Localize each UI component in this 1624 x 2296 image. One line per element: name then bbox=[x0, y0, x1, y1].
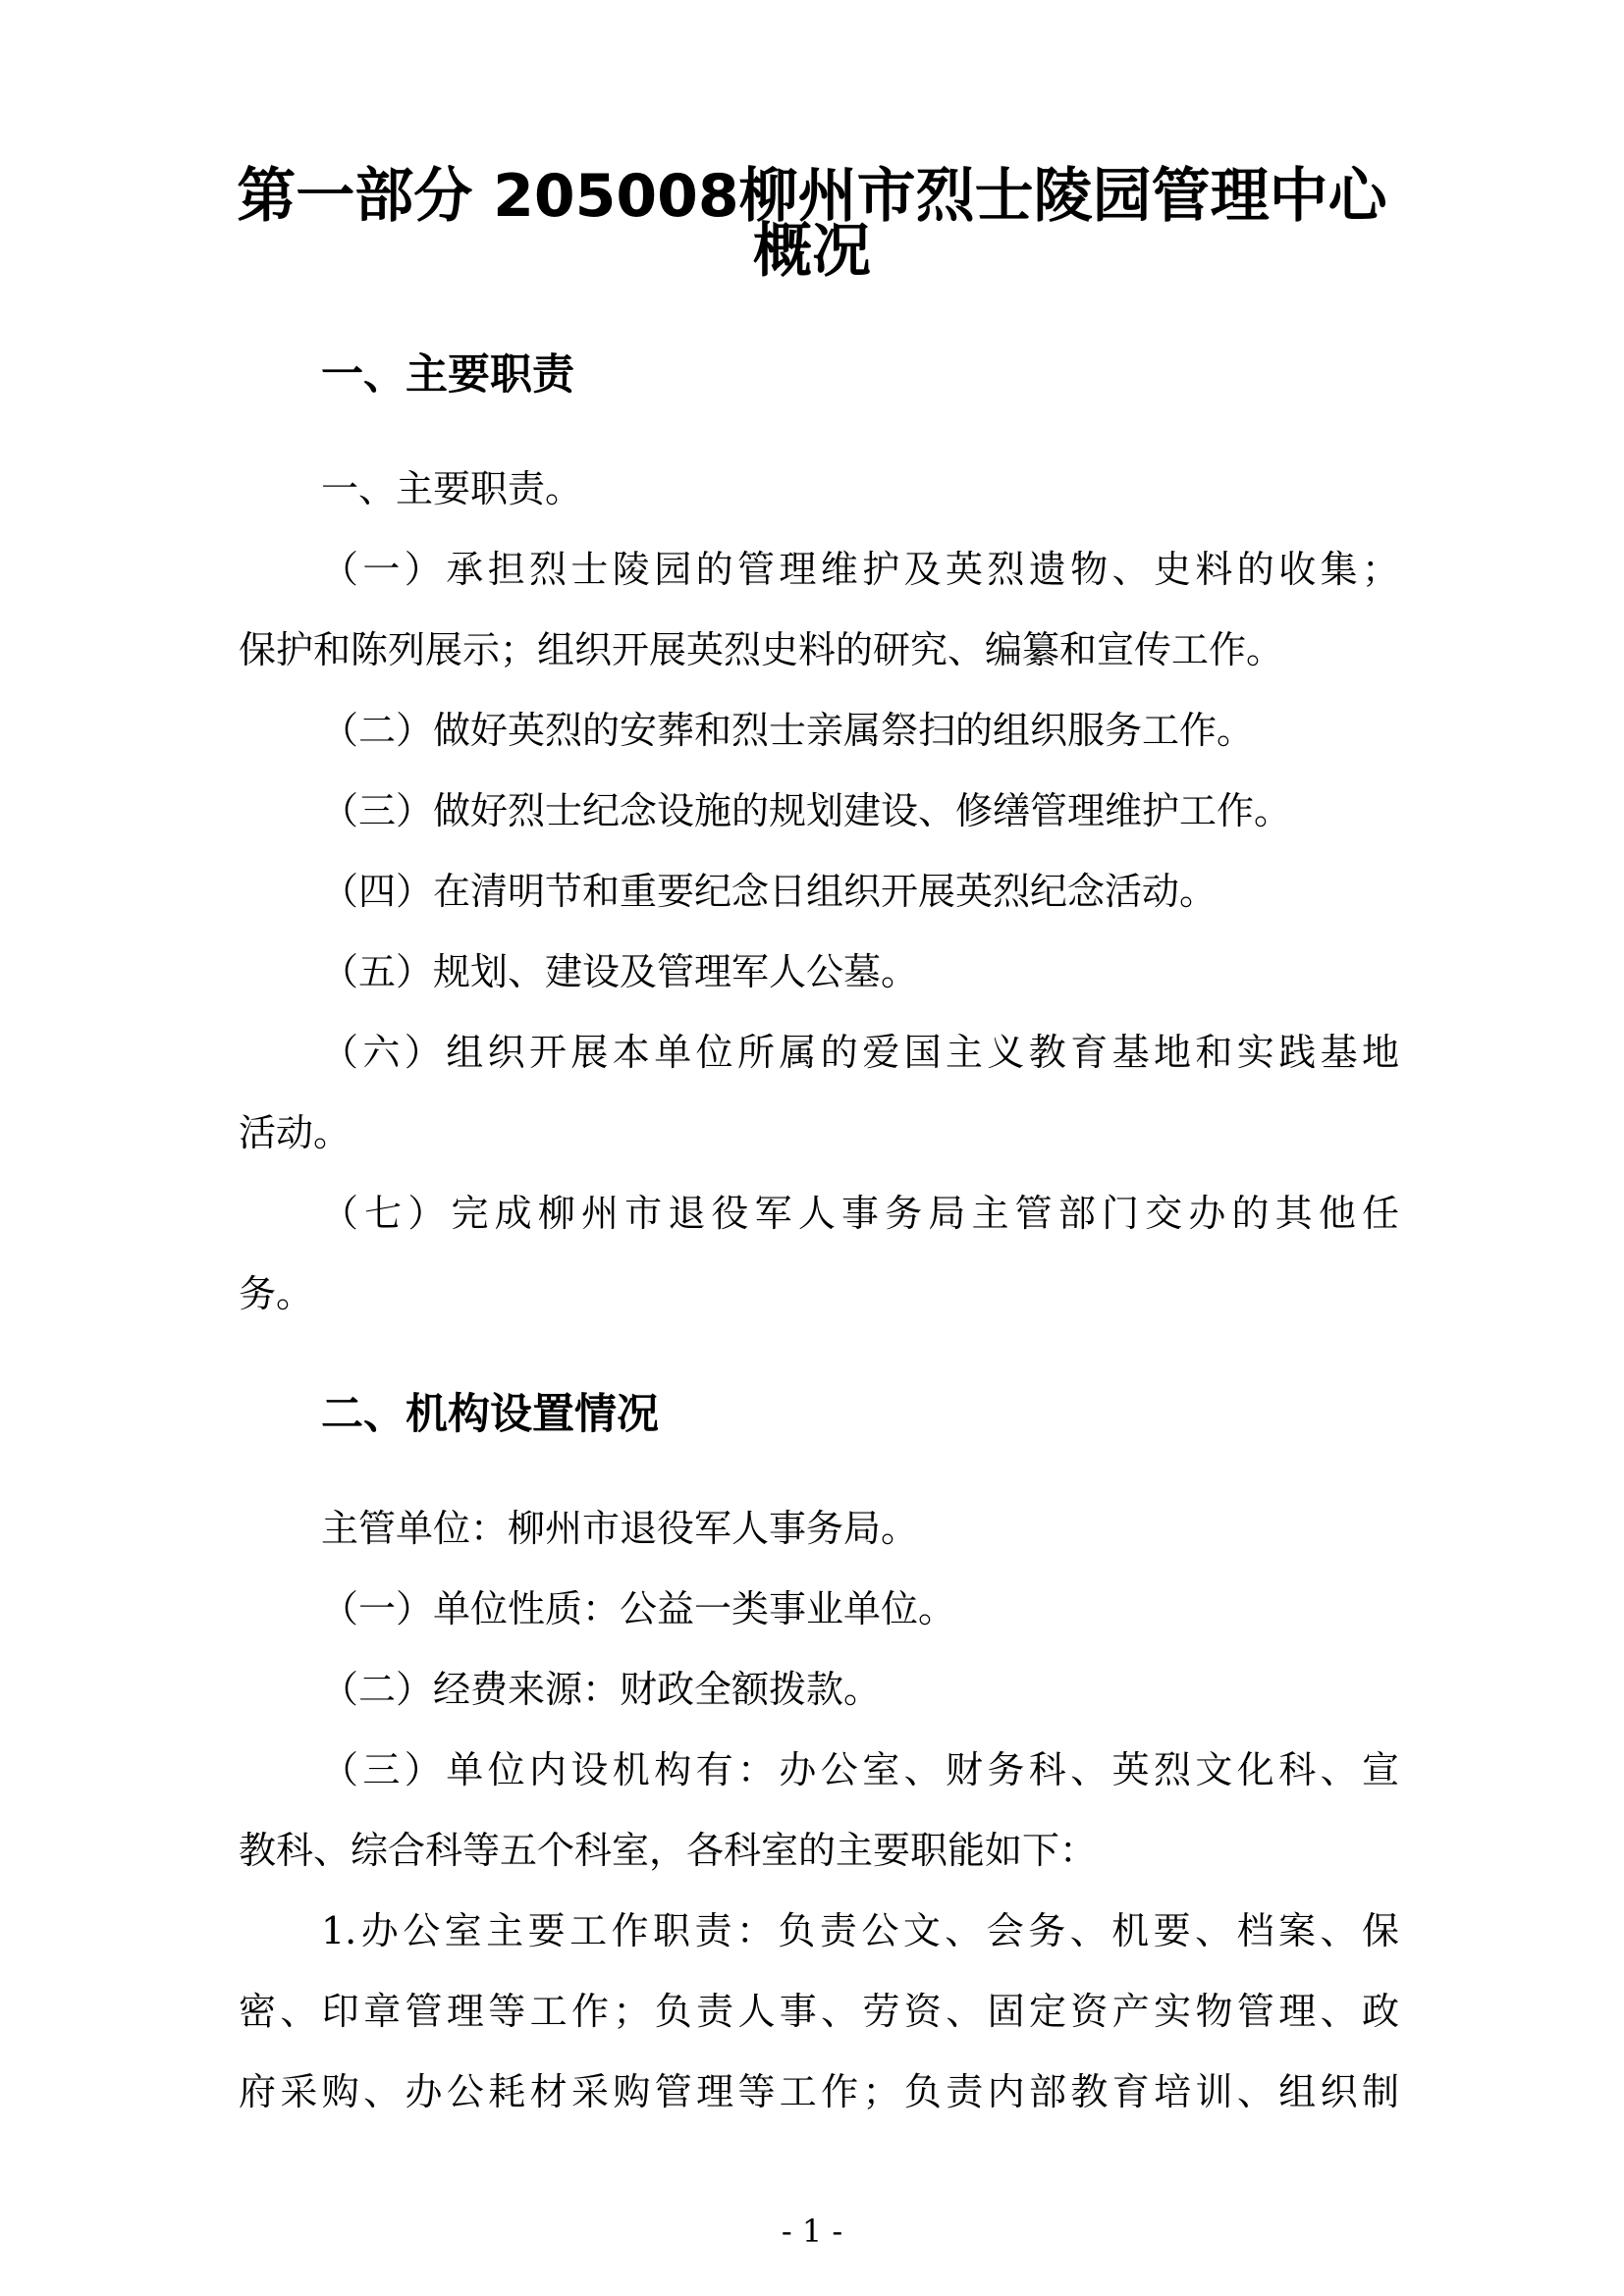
paragraph-line: 活动。 bbox=[239, 1111, 352, 1154]
paragraph-line: （三）单位内设机构有：办公室、财务科、英烈文化科、宣 bbox=[321, 1748, 1399, 1791]
paragraph-line: 府采购、办公耗材采购管理等工作；负责内部教育培训、组织制 bbox=[239, 2070, 1399, 2113]
paragraph-line: （二）经费来源：财政全额拨款。 bbox=[321, 1668, 882, 1711]
paragraph-line: 教科、综合科等五个科室，各科室的主要职能如下： bbox=[239, 1829, 1098, 1872]
section-heading-main-duties: 一、主要职责 bbox=[321, 350, 574, 400]
paragraph-line: 密、印章管理等工作；负责人事、劳资、固定资产实物管理、政 bbox=[239, 1990, 1399, 2033]
paragraph-line: （六）组织开展本单位所属的爱国主义教育基地和实践基地 bbox=[321, 1031, 1399, 1074]
document-title-line-1: 第一部分 205008柳州市烈士陵园管理中心 bbox=[237, 162, 1387, 231]
paragraph-line: （七）完成柳州市退役军人事务局主管部门交办的其他任 bbox=[321, 1192, 1399, 1235]
paragraph-line: （一）承担烈士陵园的管理维护及英烈遗物、史料的收集； bbox=[321, 548, 1399, 591]
document-title-line-2: 概况 bbox=[753, 217, 871, 286]
paragraph-line: （二）做好英烈的安葬和烈士亲属祭扫的组织服务工作。 bbox=[321, 709, 1255, 752]
paragraph-line: （三）做好烈士纪念设施的规划建设、修缮管理维护工作。 bbox=[321, 789, 1292, 832]
paragraph-line: 主管单位：柳州市退役军人事务局。 bbox=[321, 1507, 919, 1550]
paragraph-line: 保护和陈列展示；组织开展英烈史料的研究、编纂和宣传工作。 bbox=[239, 628, 1284, 671]
paragraph-line: （五）规划、建设及管理军人公墓。 bbox=[321, 950, 919, 993]
paragraph-line: （一）单位性质：公益一类事业单位。 bbox=[321, 1587, 956, 1630]
paragraph-line: 一、主要职责。 bbox=[321, 467, 583, 510]
paragraph-line: 1.办公室主要工作职责：负责公文、会务、机要、档案、保 bbox=[321, 1909, 1399, 1952]
paragraph-line: 务。 bbox=[239, 1272, 314, 1315]
paragraph-line: （四）在清明节和重要纪念日组织开展英烈纪念活动。 bbox=[321, 870, 1218, 913]
section-heading-organization: 二、机构设置情况 bbox=[321, 1390, 659, 1439]
page-number: - 1 - bbox=[781, 2213, 843, 2250]
